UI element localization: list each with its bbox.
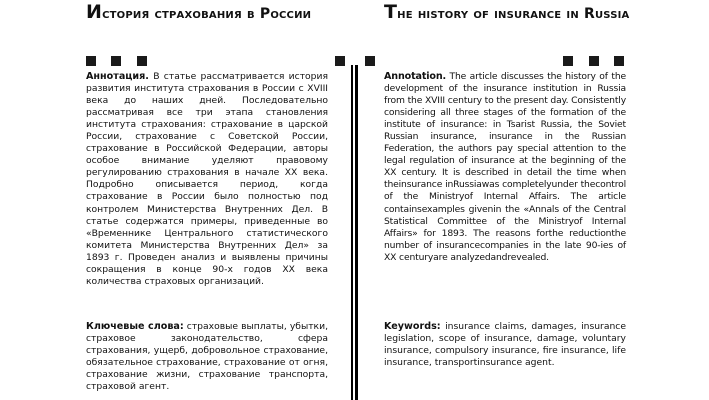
decorative-square [589,56,599,66]
keywords-english-text: insurance claims, damages, insurance legislation, scope of insurance, damage, voluntary insurance, compulsory insurance, fire insurance, life insurance, transportinsurance agent. [384,321,626,369]
decorative-square [335,56,345,66]
annotation-russian-text: В статье рассматривается история развития института страхования в России с XVIII века до наших дней. Последовательно рассматривая все три этапа становления института страхования: страхование в царской России, страхование с Советской России, страхование в Российской Федерации, авторы особое внимание уделяют правовому регулированию страхования в начале XX века. Подробно описывается период, когда страхование в России было полностью под контролем Министерства Внутренних Дел. В статье содержатся примеры, приведенные во «Временнике Центрального статистического комитета Министерства Внутренних Дел» за 1893 г. Проведен анализ и выявлены причины сокращения в конце 90-х годов XX века количества страховых организаций. [86,71,328,287]
title-english-rest: he history of insurance in Russia [397,6,630,22]
decorative-square [614,56,624,66]
column-divider-thin [351,65,353,400]
annotation-english-text: The article discusses the history of the development of the insurance institution in Russia from the XVIII century to the present day. Consistently considering all three stages of the formation of the institute of insurance: in Tsarist Russia, the Soviet Russian insurance, insurance in the Russian Federation, the authors pay special attention to the legal regulation of insurance at the beginning of the XX century. It is described in detail the time when theinsurance inRussiawas completelyunder thecontrol of the Ministryof Internal Affairs. The article containsexamples givenin the «Annals of the Central Statistical Committee of the Ministryof Internal Affairs» for 1893. The reasons forthe reductionthe number of insurancecompanies in the late 90-ies of XX centuryare analyzedandrevealed. [384,71,626,263]
decorative-square [365,56,375,66]
annotation-russian [86,71,328,288]
decorative-square [563,56,573,66]
keywords-english [384,321,626,369]
keywords-russian-label: Ключевые слова: [86,321,184,332]
column-divider-thick [355,65,358,400]
decorative-square [111,56,121,66]
annotation-russian-label: Аннотация. [86,71,149,82]
decorative-square [137,56,147,66]
title-russian-initial: И [86,1,103,23]
title-english-initial: T [384,1,398,23]
title-english [384,2,634,25]
keywords-russian [86,321,328,393]
keywords-english-label: Keywords: [384,321,441,332]
keywords-russian-text: страховые выплаты, убытки, страховое законодательство, сфера страхования, ущерб, добровольное страхование, обязательное страхование, страхование от огня, страхование жизни, страхование транспорта, страховой агент. [86,321,328,393]
annotation-english-label: Annotation. [384,71,447,82]
title-russian [86,2,336,25]
title-russian-rest: стория страхования в России [102,6,312,22]
decorative-square [86,56,96,66]
annotation-english [384,71,626,264]
